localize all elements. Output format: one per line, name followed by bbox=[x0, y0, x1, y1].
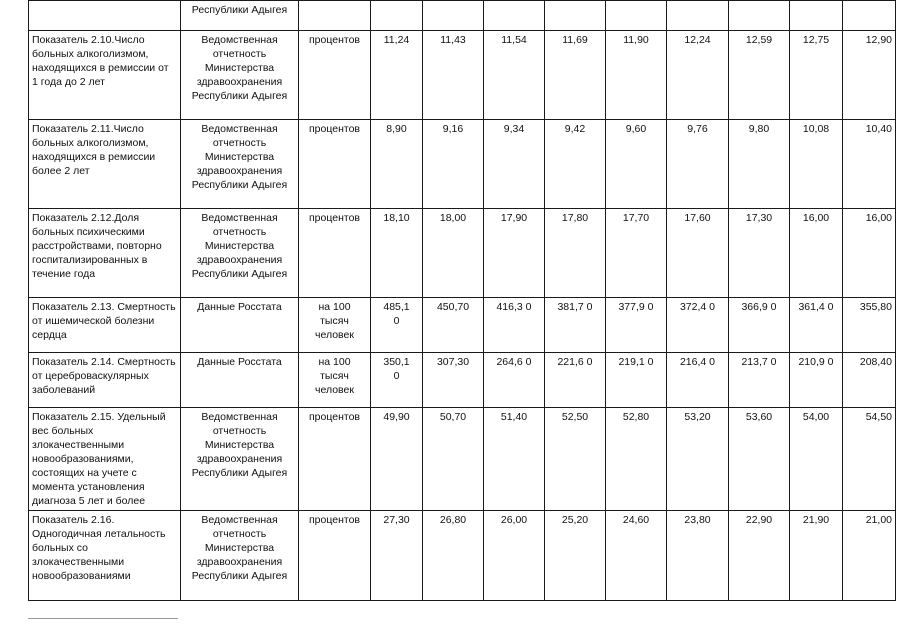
source-cell: Ведомственная отчетность Министерства здравоохранения Республики Адыгея bbox=[181, 31, 299, 120]
value-cell: 12,90 bbox=[843, 31, 896, 120]
value-cell bbox=[423, 1, 484, 31]
value-cell: 17,60 bbox=[667, 209, 729, 298]
table-row-continuation bbox=[29, 1, 896, 31]
source-cell: Республики Адыгея bbox=[181, 1, 299, 31]
value-cell: 16,00 bbox=[790, 209, 843, 298]
table-row bbox=[29, 511, 896, 601]
unit-cell: процентов bbox=[299, 209, 371, 298]
value-cell: 355,80 bbox=[843, 298, 896, 353]
value-cell: 450,70 bbox=[423, 298, 484, 353]
source-cell: Данные Росстата bbox=[181, 298, 299, 353]
source-cell: Данные Росстата bbox=[181, 353, 299, 408]
value-cell: 485,1 0 bbox=[371, 298, 423, 353]
value-cell: 9,60 bbox=[606, 120, 667, 209]
value-cell: 9,76 bbox=[667, 120, 729, 209]
unit-cell: процентов bbox=[299, 31, 371, 120]
value-cell: 264,6 0 bbox=[484, 353, 545, 408]
value-cell: 11,24 bbox=[371, 31, 423, 120]
source-cell: Ведомственная отчетность Министерства здравоохранения Республики Адыгея bbox=[181, 209, 299, 298]
unit-cell bbox=[299, 1, 371, 31]
value-cell: 372,4 0 bbox=[667, 298, 729, 353]
value-cell: 10,08 bbox=[790, 120, 843, 209]
value-cell: 210,9 0 bbox=[790, 353, 843, 408]
source-cell: Ведомственная отчетность Министерства здравоохранения Республики Адыгея bbox=[181, 120, 299, 209]
value-cell: 21,00 bbox=[843, 511, 896, 601]
value-cell: 307,30 bbox=[423, 353, 484, 408]
value-cell: 17,30 bbox=[729, 209, 790, 298]
value-cell: 208,40 bbox=[843, 353, 896, 408]
unit-cell: процентов bbox=[299, 120, 371, 209]
value-cell: 24,60 bbox=[606, 511, 667, 601]
footer-rule bbox=[28, 618, 178, 619]
value-cell: 52,80 bbox=[606, 408, 667, 511]
table-row bbox=[29, 209, 896, 298]
value-cell: 54,50 bbox=[843, 408, 896, 511]
indicator-cell: Показатель 2.11.Число больных алкоголизмом, находящихся в ремиссии более 2 лет bbox=[29, 120, 181, 209]
unit-cell: на 100 тысяч человек bbox=[299, 298, 371, 353]
value-cell: 11,69 bbox=[545, 31, 606, 120]
table-row bbox=[29, 353, 896, 408]
value-cell: 8,90 bbox=[371, 120, 423, 209]
value-cell: 12,75 bbox=[790, 31, 843, 120]
value-cell: 350,1 0 bbox=[371, 353, 423, 408]
document-page bbox=[28, 0, 896, 601]
value-cell: 18,00 bbox=[423, 209, 484, 298]
value-cell: 11,90 bbox=[606, 31, 667, 120]
value-cell: 53,20 bbox=[667, 408, 729, 511]
source-cell: Ведомственная отчетность Министерства здравоохранения Республики Адыгея bbox=[181, 511, 299, 601]
value-cell bbox=[606, 1, 667, 31]
value-cell: 219,1 0 bbox=[606, 353, 667, 408]
value-cell bbox=[729, 1, 790, 31]
value-cell: 50,70 bbox=[423, 408, 484, 511]
value-cell bbox=[371, 1, 423, 31]
source-cell: Ведомственная отчетность Министерства здравоохранения Республики Адыгея bbox=[181, 408, 299, 511]
value-cell bbox=[667, 1, 729, 31]
value-cell: 26,00 bbox=[484, 511, 545, 601]
value-cell bbox=[545, 1, 606, 31]
value-cell: 9,16 bbox=[423, 120, 484, 209]
unit-cell: процентов bbox=[299, 408, 371, 511]
value-cell: 9,34 bbox=[484, 120, 545, 209]
indicators-table bbox=[28, 0, 896, 601]
value-cell: 12,24 bbox=[667, 31, 729, 120]
indicator-cell: Показатель 2.16. Одногодичная летальность больных со злокачественными новообразованиями bbox=[29, 511, 181, 601]
value-cell: 381,7 0 bbox=[545, 298, 606, 353]
value-cell: 26,80 bbox=[423, 511, 484, 601]
value-cell: 54,00 bbox=[790, 408, 843, 511]
unit-cell: на 100 тысяч человек bbox=[299, 353, 371, 408]
table-row bbox=[29, 408, 896, 511]
unit-cell: процентов bbox=[299, 511, 371, 601]
value-cell: 21,90 bbox=[790, 511, 843, 601]
value-cell: 11,43 bbox=[423, 31, 484, 120]
value-cell: 25,20 bbox=[545, 511, 606, 601]
value-cell bbox=[843, 1, 896, 31]
value-cell: 377,9 0 bbox=[606, 298, 667, 353]
value-cell: 213,7 0 bbox=[729, 353, 790, 408]
table-row bbox=[29, 298, 896, 353]
value-cell: 216,4 0 bbox=[667, 353, 729, 408]
indicator-cell: Показатель 2.10.Число больных алкоголизмом, находящихся в ремиссии от 1 года до 2 лет bbox=[29, 31, 181, 120]
value-cell: 17,80 bbox=[545, 209, 606, 298]
value-cell: 22,90 bbox=[729, 511, 790, 601]
value-cell: 52,50 bbox=[545, 408, 606, 511]
value-cell: 23,80 bbox=[667, 511, 729, 601]
value-cell: 221,6 0 bbox=[545, 353, 606, 408]
value-cell: 9,80 bbox=[729, 120, 790, 209]
value-cell: 10,40 bbox=[843, 120, 896, 209]
indicator-cell bbox=[29, 1, 181, 31]
value-cell: 17,70 bbox=[606, 209, 667, 298]
value-cell: 366,9 0 bbox=[729, 298, 790, 353]
value-cell bbox=[790, 1, 843, 31]
value-cell: 51,40 bbox=[484, 408, 545, 511]
indicator-cell: Показатель 2.12.Доля больных психическими расстройствами, повторно госпитализированных в течение года bbox=[29, 209, 181, 298]
value-cell: 12,59 bbox=[729, 31, 790, 120]
indicator-cell: Показатель 2.14. Смертность от цереброваскулярных заболеваний bbox=[29, 353, 181, 408]
value-cell: 16,00 bbox=[843, 209, 896, 298]
table-row bbox=[29, 31, 896, 120]
value-cell bbox=[484, 1, 545, 31]
value-cell: 9,42 bbox=[545, 120, 606, 209]
table-row bbox=[29, 120, 896, 209]
value-cell: 17,90 bbox=[484, 209, 545, 298]
value-cell: 53,60 bbox=[729, 408, 790, 511]
value-cell: 361,4 0 bbox=[790, 298, 843, 353]
value-cell: 416,3 0 bbox=[484, 298, 545, 353]
value-cell: 18,10 bbox=[371, 209, 423, 298]
value-cell: 49,90 bbox=[371, 408, 423, 511]
value-cell: 11,54 bbox=[484, 31, 545, 120]
indicator-cell: Показатель 2.15. Удельный вес больных злокачественными новообразованиями, состоящих на учете с момента установления диагноза 5 лет и более bbox=[29, 408, 181, 511]
indicator-cell: Показатель 2.13. Смертность от ишемической болезни сердца bbox=[29, 298, 181, 353]
value-cell: 27,30 bbox=[371, 511, 423, 601]
